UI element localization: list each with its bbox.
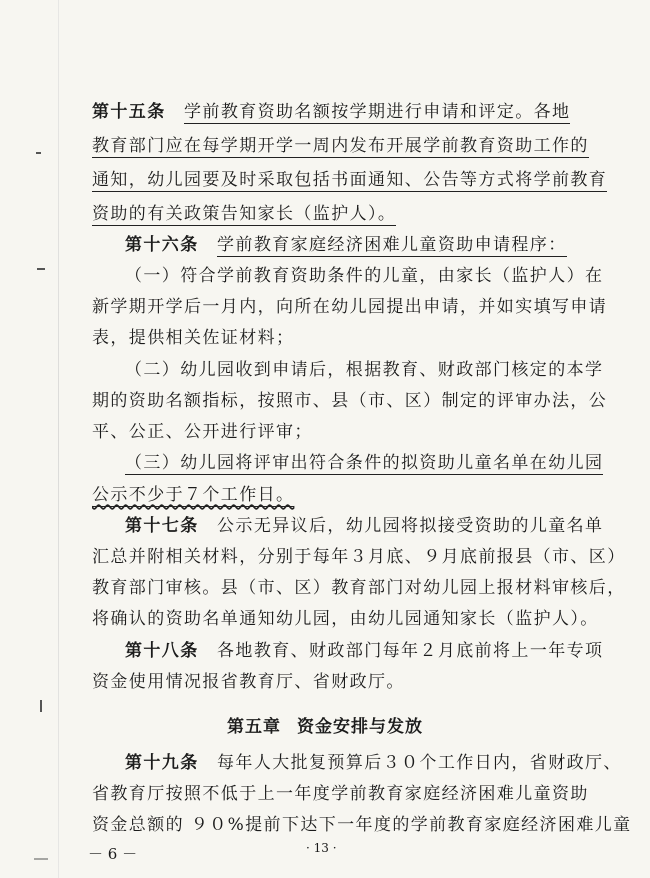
article-19-line-1 xyxy=(125,752,622,774)
article-15-text: 学前教育资助名额按学期进行申请和评定。各地 xyxy=(184,102,571,122)
article-15-heading: 第十五条 xyxy=(92,102,166,122)
article-18-line-2: 资金使用情况报省教育厅、省财政厅。 xyxy=(92,672,405,692)
article-17-heading: 第十七条 xyxy=(125,516,199,536)
article-16-heading: 第十六条 xyxy=(125,235,199,255)
article-16-item-1-line-1: （一）符合学前教育资助条件的儿童，由家长（监护人）在 xyxy=(125,266,604,286)
article-17-line-3: 教育部门审核。县（市、区）教育部门对幼儿园上报材料审核后， xyxy=(92,578,626,598)
scan-mark xyxy=(37,268,45,270)
article-16-item-1-line-3: 表，提供相关佐证材料； xyxy=(92,328,295,348)
page-number-left: － 6 － xyxy=(88,845,138,863)
article-15-line-2: 教育部门应在每学期开学一周内发布开展学前教育资助工作的 xyxy=(92,136,589,156)
article-18-heading: 第十八条 xyxy=(125,641,199,661)
article-16-item-2-line-2: 期的资助名额指标，按照市、县（市、区）制定的评审办法，公 xyxy=(92,391,608,411)
article-16-item-3-line-2: 公示不少于７个工作日。 xyxy=(92,485,295,505)
article-19-text: 每年人大批复预算后３０个工作日内，省财政厅、 xyxy=(217,753,622,773)
article-19-line-3: 资金总额的 ９０%提前下达下一年度的学前教育家庭经济困难儿童 xyxy=(92,815,632,835)
article-17-line-1 xyxy=(125,515,604,537)
chapter-heading xyxy=(0,716,650,738)
page-number-center: · 13 · xyxy=(306,841,337,855)
article-16-item-1-line-2: 新学期开学后一月内，向所在幼儿园提出申请，并如实填写申请 xyxy=(92,297,608,317)
article-17-line-2: 汇总并附相关材料，分别于每年３月底、９月底前报县（市、区） xyxy=(92,547,626,567)
article-19-line-2: 省教育厅按照不低于上一年度学前教育家庭经济困难儿童资助 xyxy=(92,784,589,804)
article-15-line-1 xyxy=(92,101,577,123)
article-16-item-2-line-1: （二）幼儿园收到申请后，根据教育、财政部门核定的本学 xyxy=(125,360,604,380)
chapter-number: 第五章 xyxy=(227,717,281,737)
article-16-item-3-line-1: （三）幼儿园将评审出符合条件的拟资助儿童名单在幼儿园 xyxy=(125,453,604,473)
article-17-line-4: 将确认的资助名单通知幼儿园，由幼儿园通知家长（监护人）。 xyxy=(92,609,599,629)
page-fold-shadow xyxy=(58,0,59,878)
chapter-title: 资金安排与发放 xyxy=(297,717,423,737)
article-16-item-2-line-3: 平、公正、公开进行评审； xyxy=(92,422,313,442)
article-15-line-4: 资助的有关政策告知家长（监护人）。 xyxy=(92,204,397,224)
scan-mark xyxy=(40,700,42,712)
article-16-text: 学前教育家庭经济困难儿童资助申请程序： xyxy=(217,235,567,255)
article-17-text: 公示无异议后，幼儿园将拟接受资助的儿童名单 xyxy=(217,516,604,536)
scan-mark xyxy=(36,152,41,154)
article-19-heading: 第十九条 xyxy=(125,753,199,773)
article-15-line-3: 通知，幼儿园要及时采取包括书面通知、公告等方式将学前教育 xyxy=(92,170,608,190)
article-16-line-1 xyxy=(125,234,577,256)
article-18-line-1 xyxy=(125,640,604,662)
article-18-text: 各地教育、财政部门每年２月底前将上一年专项 xyxy=(217,641,604,661)
scan-mark xyxy=(34,858,48,860)
